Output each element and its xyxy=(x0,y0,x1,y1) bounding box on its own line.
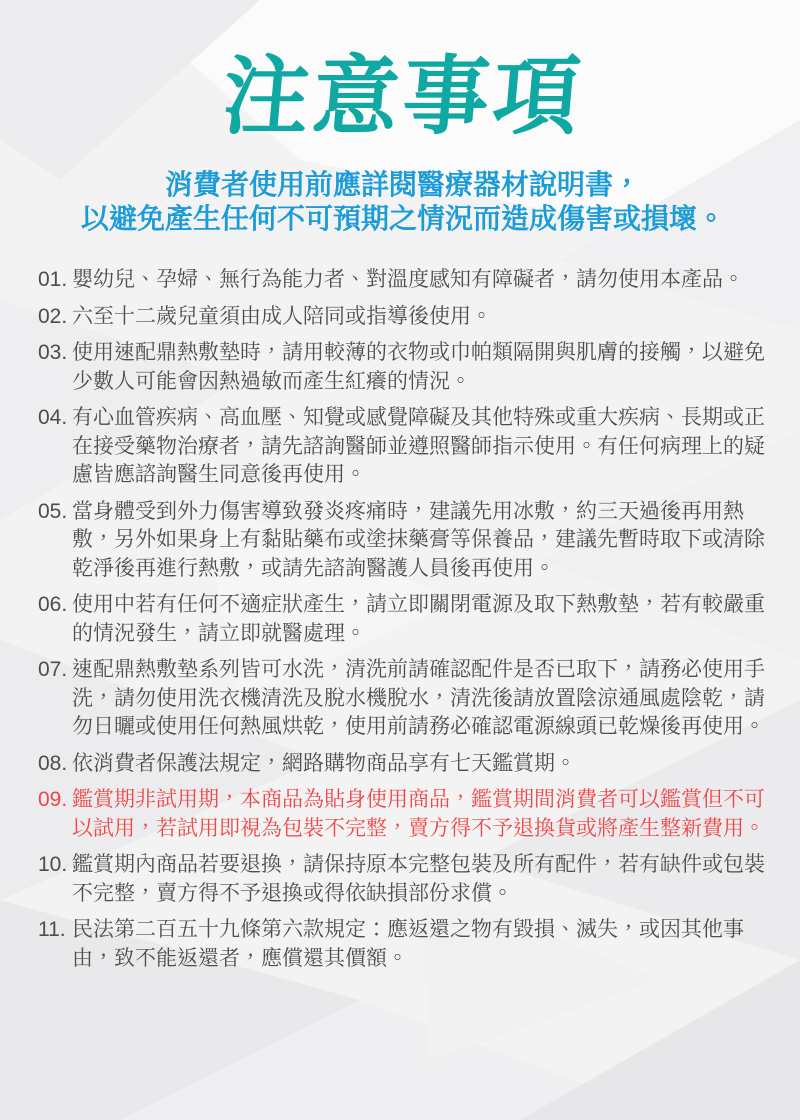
subtitle-line-2: 以避免產生任何不可預期之情況而造成傷害或損壞。 xyxy=(80,203,725,235)
subtitle xyxy=(38,168,768,236)
item-text: 使用速配鼎熱敷墊時，請用較薄的衣物或巾帕類隔開與肌膚的接觸，以避免少數人可能會因熱過敏而產生紅癢的情況。 xyxy=(72,341,765,393)
item-number: 01. xyxy=(38,268,68,292)
notice-item-03 xyxy=(38,339,768,396)
item-number: 02. xyxy=(38,304,68,328)
item-number: 08. xyxy=(38,751,68,775)
item-text: 使用中若有任何不適症狀產生，請立即關閉電源及取下熱敷墊，若有較嚴重的情況發生，請立即就醫處理。 xyxy=(72,593,765,645)
item-text: 依消費者保護法規定，網路購物商品享有七天鑑賞期。 xyxy=(72,751,576,775)
item-text: 嬰幼兒、孕婦、無行為能力者、對溫度感知有障礙者，請勿使用本產品。 xyxy=(72,268,744,292)
notice-item-01 xyxy=(38,266,768,295)
page-title: 注意事項 xyxy=(218,49,588,145)
notice-item-09-highlighted xyxy=(38,786,768,843)
item-text: 速配鼎熱敷墊系列皆可水洗，清洗前請確認配件是否已取下，請務必使用手洗，請勿使用洗衣機清洗及脫水機脫水，清洗後請放置陰涼通風處陰乾，請勿日曬或使用任何熱風烘乾，使用前請務必確認電源線頭已乾燥後再使用。 xyxy=(72,658,765,739)
item-text: 六至十二歲兒童須由成人陪同或指導後使用。 xyxy=(72,304,492,328)
notice-item-07 xyxy=(38,656,768,742)
item-number: 03. xyxy=(38,341,68,365)
item-number: 10. xyxy=(38,853,68,877)
notice-item-02 xyxy=(38,303,768,332)
notice-item-04 xyxy=(38,404,768,490)
item-number: 07. xyxy=(38,658,68,682)
item-text: 當身體受到外力傷害導致發炎疼痛時，建議先用冰敷，約三天過後再用熱敷，另外如果身上有黏貼藥布或塗抹藥膏等保養品，建議先暫時取下或清除乾淨後再進行熱敷，或請先諮詢醫護人員後再使用。 xyxy=(72,499,765,580)
item-number: 04. xyxy=(38,406,68,430)
notice-item-10 xyxy=(38,851,768,908)
item-number: 09. xyxy=(38,788,68,812)
item-text: 鑑賞期內商品若要退換，請保持原本完整包裝及所有配件，若有缺件或包裝不完整，賣方得不予退換或得依缺損部份求償。 xyxy=(72,853,765,905)
notice-item-11 xyxy=(38,916,768,973)
subtitle-line-1: 消費者使用前應詳閱醫療器材說明書， xyxy=(164,169,641,201)
notice-item-05 xyxy=(38,498,768,584)
item-number: 11. xyxy=(38,918,66,942)
notice-item-08 xyxy=(38,750,768,779)
item-text: 有心血管疾病、高血壓、知覺或感覺障礙及其他特殊或重大疾病、長期或正在接受藥物治療者，請先諮詢醫師並遵照醫師指示使用。有任何病理上的疑慮皆應諮詢醫生同意後再使用。 xyxy=(72,406,765,487)
notice-list xyxy=(38,266,768,973)
item-text: 鑑賞期非試用期，本商品為貼身使用商品，鑑賞期間消費者可以鑑賞但不可以試用，若試用即視為包裝不完整，賣方得不予退換貨或將產生整新費用。 xyxy=(72,788,765,840)
item-number: 05. xyxy=(38,499,68,523)
item-number: 06. xyxy=(38,593,68,617)
item-text: 民法第二百五十九條第六款規定：應返還之物有毀損、滅失，或因其他事由，致不能返還者，應償還其價額。 xyxy=(72,918,744,970)
notice-item-06 xyxy=(38,591,768,648)
